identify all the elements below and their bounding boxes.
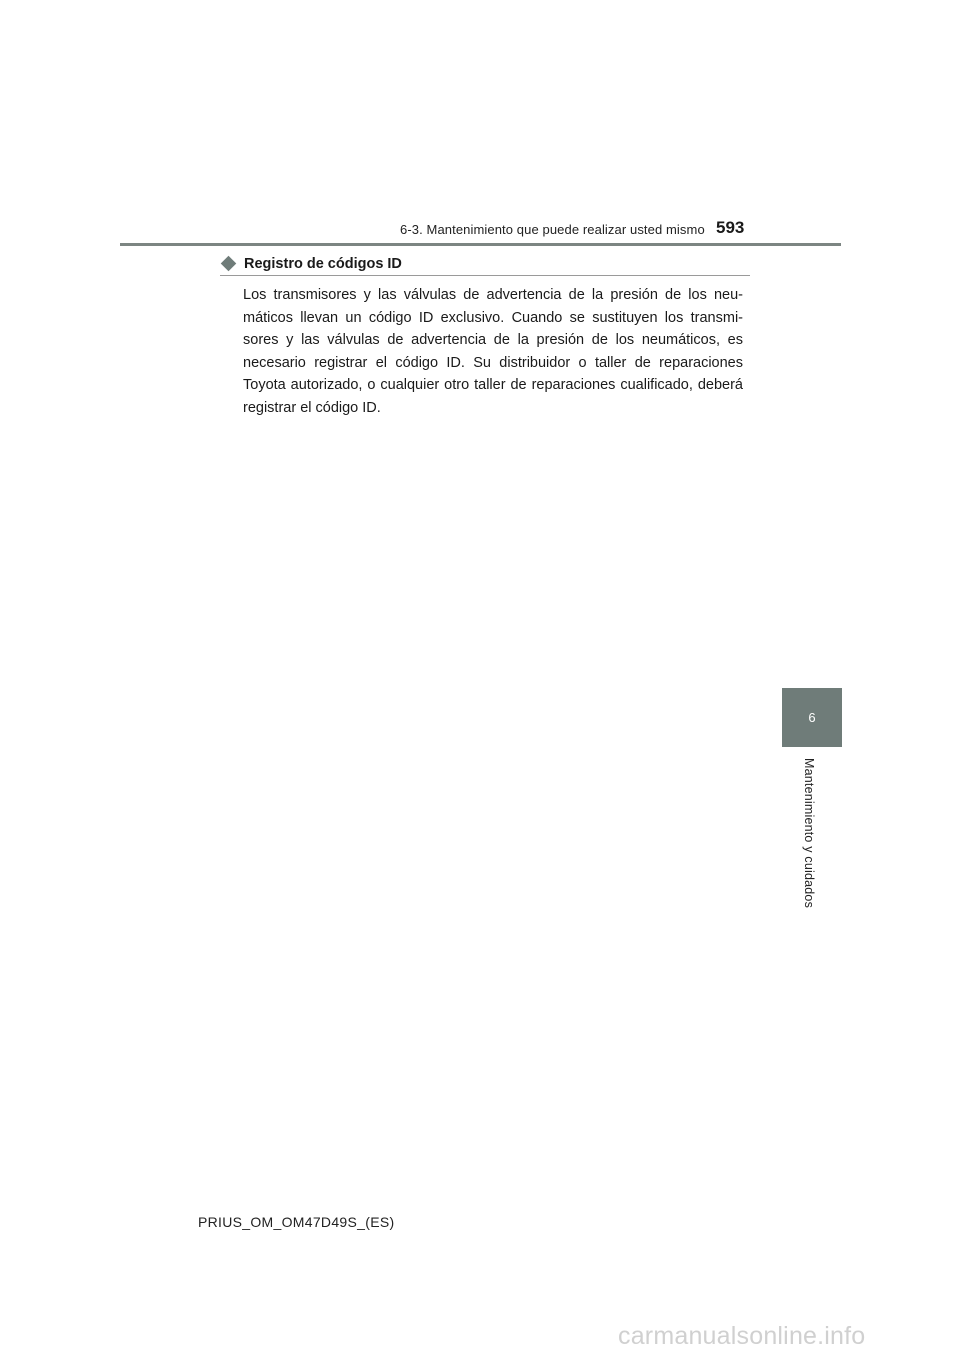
body-paragraph: Los transmisores y las válvulas de advertencia de la presión de los neu-máticos llevan un código ID exclusivo. Cuando se sustituyen los transmi-sores y las válvulas de advertencia de la presión de los neumáticos, es necesario registrar el código ID. Su distribuidor o taller de reparaciones Toyota autorizado, o cualquier otro taller de reparaciones cualificado, deberá registrar el código ID. (243, 287, 743, 416)
chapter-title: Mantenimiento y cuidados (802, 758, 816, 909)
header-section-title: 6-3. Mantenimiento que puede realizar usted mismo (400, 222, 705, 237)
page-number: 593 (716, 218, 745, 237)
footer-code: PRIUS_OM_OM47D49S_(ES) (198, 1214, 395, 1230)
chapter-number: 6 (808, 710, 816, 725)
watermark: carmanualsonline.info (618, 1322, 866, 1350)
diamond-bullet-icon (221, 255, 237, 271)
heading-text: Registro de códigos ID (244, 256, 402, 272)
chapter-tab (782, 688, 842, 747)
header-rule (120, 243, 841, 246)
section-heading (220, 253, 750, 276)
